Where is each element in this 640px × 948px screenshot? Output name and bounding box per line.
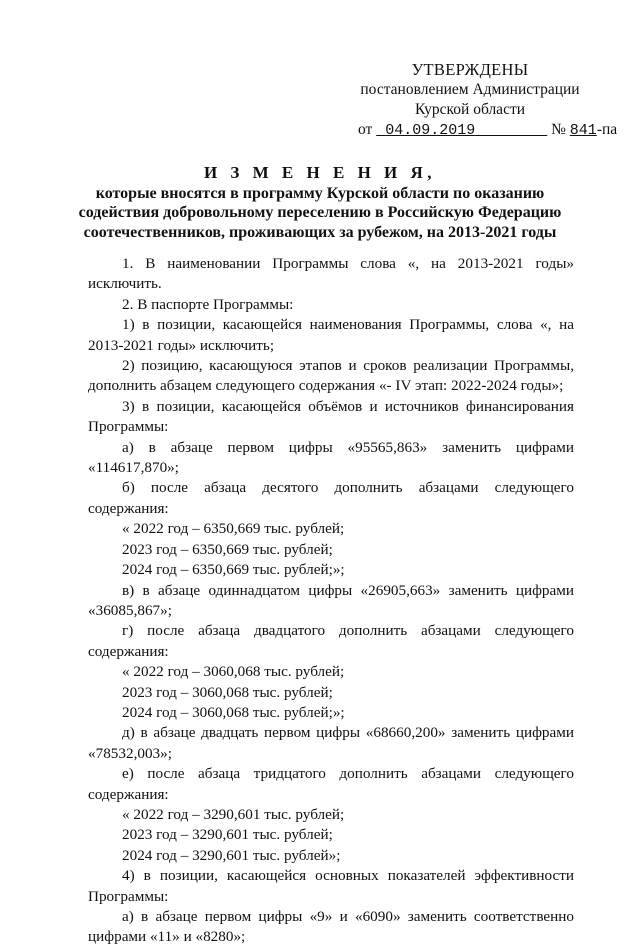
paragraph: 3) в позиции, касающейся объёмов и источников финансирования Программы: [88, 397, 574, 436]
paragraph: д) в абзаце двадцать первом цифры «68660,200» заменить цифрами «78532,003»; [88, 724, 574, 762]
heading-subtitle-1: которые вносятся в программу Курской области по оказанию [95, 184, 545, 202]
number-suffix: -па [596, 121, 618, 138]
number-prefix: № [551, 121, 566, 138]
paragraph: а) в абзаце первом цифры «95565,863» заменить цифрами «114617,870»; [88, 438, 574, 477]
paragraph: 2. В паспорте Программы: [122, 295, 294, 313]
paragraph: г) после абзаца двадцатого дополнить абзацами следующего содержания: [88, 622, 574, 660]
approval-date: 04.09.2019 [385, 122, 476, 139]
paragraph: е) после абзаца тридцатого дополнить абзацами следующего содержания: [88, 765, 574, 803]
approval-number: 841 [569, 122, 597, 139]
paragraph: 2023 год – 3290,601 тыс. рублей; [122, 826, 333, 844]
paragraph: 2024 год – 3290,601 тыс. рублей»; [122, 846, 341, 864]
paragraph: « 2022 год – 3060,068 тыс. рублей; [122, 663, 345, 681]
paragraph: 1. В наименовании Программы слова «, на 2013-2021 годы» исключить. [88, 255, 574, 293]
document-body [88, 254, 574, 948]
paragraph: « 2022 год – 3290,601 тыс. рублей; [122, 805, 345, 823]
approval-line-1: постановлением Администрации [360, 81, 580, 98]
paragraph: 2024 год – 3060,068 тыс. рублей;»; [122, 703, 345, 721]
paragraph: « 2022 год – 6350,669 тыс. рублей; [122, 520, 345, 538]
heading-subtitle-3: соотечественников, проживающих за рубежом, на 2013-2021 годы [83, 223, 557, 241]
paragraph: 4) в позиции, касающейся основных показателей эффективности Программы: [88, 867, 574, 905]
paragraph: 2) позицию, касающуюся этапов и сроков реализации Программы, дополнить абзацем следующего содержания «- IV этап: 2022-2024 годы»; [88, 357, 574, 395]
heading-subtitle-2: содействия добровольному переселению в Российскую Федерацию [78, 204, 562, 221]
approval-line-2: Курской области [414, 101, 526, 118]
paragraph: 2024 год – 6350,669 тыс. рублей;»; [122, 561, 345, 579]
approval-block [340, 60, 618, 141]
paragraph: б) после абзаца десятого дополнить абзацами следующего содержания: [88, 479, 574, 517]
approval-title: УТВЕРЖДЕНЫ [411, 60, 529, 79]
heading-title: И З М Е Н Е Н И Я, [203, 163, 437, 182]
paragraph: а) в абзаце первом цифры «9» и «6090» заменить соответственно цифрами «11» и «8280»; [88, 908, 574, 946]
paragraph: 2023 год – 3060,068 тыс. рублей; [122, 683, 333, 701]
date-prefix: от [358, 121, 373, 138]
paragraph: 2023 год – 6350,669 тыс. рублей; [122, 540, 333, 558]
paragraph: в) в абзаце одиннадцатом цифры «26905,663» заменить цифрами «36085,867»; [88, 581, 574, 619]
paragraph: 1) в позиции, касающейся наименования Программы, слова «, на 2013-2021 годы» исключить; [88, 316, 574, 354]
document-heading [60, 163, 580, 242]
approval-date-line [340, 120, 618, 141]
